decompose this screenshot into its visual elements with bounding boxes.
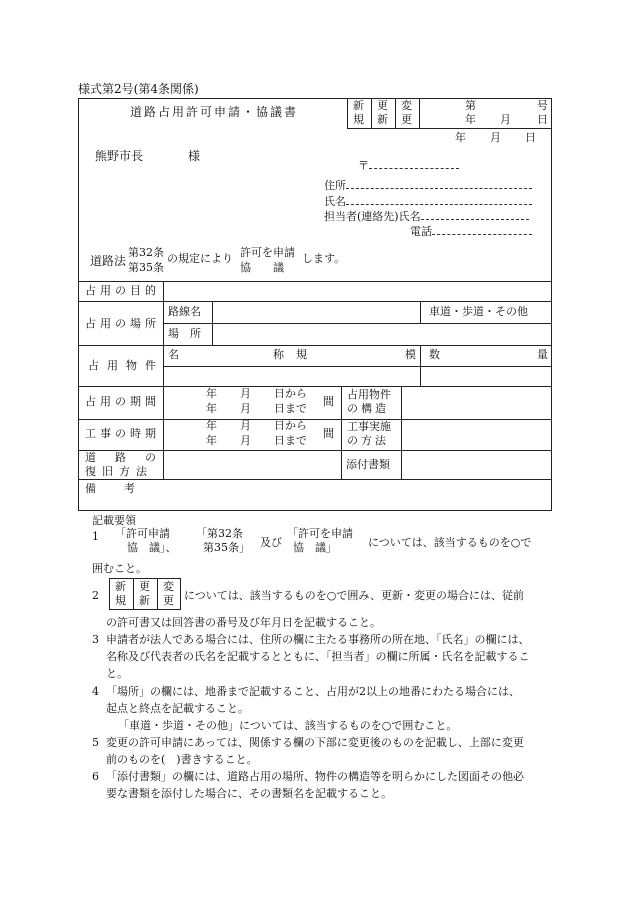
note-2-text: については、該当するものを○で囲み、更新・変更の場合には、従前 [184,589,525,602]
period-from-m: 月 [240,387,251,400]
period-to-m: 月 [240,402,251,415]
note-1-and: 及び [260,536,282,549]
label-period: 占用の期間 [85,395,160,408]
note-1-q1: 「許可申請 協 議」、 [115,527,177,554]
check-change[interactable]: 変 更 [401,99,412,126]
work-to-d: 日まで [274,434,307,447]
note-6-l1: 「添付書類」の欄には、道路占用の場所、物件の構造等を明らかにした図面その他必 [106,770,524,783]
label-restore: 道 路 の 復旧方法 [85,451,160,478]
label-objects: 占用物件 [88,359,164,372]
period-from-d: 日から [274,387,307,400]
honorific: 様 [188,149,201,163]
note-4-l2: 起点と終点を記載すること。 [106,702,249,715]
note-3-l3: と。 [106,667,128,680]
law-middle: の規定により [167,252,233,265]
note-1-cont: 囲むこと。 [92,562,147,575]
label-attachments: 添付書類 [346,458,390,471]
col-qty-b: 量 [537,348,548,361]
addressee: 熊野市長 [95,149,144,163]
label-place: 場 所 [168,327,201,340]
phone-field[interactable]: 電話 [410,226,532,239]
notes-heading: 記載要領 [92,514,136,527]
work-from-m: 月 [240,419,251,432]
law-prefix: 道路法 [90,254,127,268]
form-id: 様式第2号(第4条関係) [78,82,199,96]
period-from-y: 年 [206,387,217,400]
period-to-y: 年 [206,402,217,415]
submit-year: 年 [455,131,466,144]
check-update[interactable]: 更 新 [377,99,388,126]
col-qty-a: 数 [429,348,440,361]
law-suffix: します。 [302,252,346,265]
note-1-text: については、該当するものを○で [368,536,532,549]
note-5-l1: 変更の許可申請にあっては、関係する欄の下部に変更後のものを記載し、上部に変更 [106,736,524,749]
submit-month: 月 [490,131,501,144]
number-label: 第 [465,99,476,112]
note-2-new: 新 規 [115,580,126,607]
label-work-time: 工事の時期 [85,427,160,440]
col-size-a: 規 [296,348,307,361]
note-4-l1: 「場所」の欄には、地番まで記載すること、占用が2以上の地番にわたる場合には、 [106,685,520,698]
form-title: 道路占用許可申請・協議書 [130,105,299,119]
note-1-num: 1 [92,530,99,543]
note-5-num: 5 [92,736,99,749]
period-to-d: 日まで [274,402,307,415]
col-size-b: 模 [405,348,416,361]
law-options: 許可を申請 協 議 [240,246,295,274]
note-2-cont: の許可書又は回答書の番号及び年月日を記載すること。 [106,616,381,629]
work-interval: 間 [323,427,334,440]
note-2-update: 更 新 [139,580,150,607]
note-3-l2: 名称及び代表者の氏名を記載するとともに、「担当者」の欄に所属・氏名を記載するこ [106,650,530,663]
label-remarks: 備 考 [85,482,137,495]
col-name-b: 称 [273,348,284,361]
label-purpose: 占用の目的 [85,284,160,297]
label-location: 占用の場所 [85,317,160,330]
label-method: 工事実施 の方法 [347,420,391,447]
approval-day: 日 [537,113,548,126]
law-articles: 第32条 第35条 [128,246,164,274]
col-name-a: 名 [168,348,179,361]
note-4-l3: 「車道・歩道・その他」については、該当するものを○で囲むこと。 [118,719,458,732]
work-to-y: 年 [206,434,217,447]
contact-field[interactable]: 担当者(連絡先)氏名 [324,211,529,224]
postal-mark[interactable]: 〒 [358,160,459,173]
note-3-num: 3 [92,633,99,646]
submit-day: 日 [525,131,536,144]
approval-year: 年 [465,113,476,126]
note-6-l2: 要な書類を添付した場合に、その書類名を記載すること。 [106,787,392,800]
name-field[interactable]: 氏名 [324,196,532,209]
period-interval: 間 [323,395,334,408]
label-route: 路線名 [168,305,201,318]
work-from-y: 年 [206,419,217,432]
work-from-d: 日から [274,419,307,432]
note-4-num: 4 [92,685,99,698]
label-structure: 占用物件 の構造 [347,388,391,415]
work-to-m: 月 [240,434,251,447]
note-1-q3: 「許可を申請 協 議」 [287,527,353,554]
check-new[interactable]: 新 規 [353,99,364,126]
note-1-q2: 「第32条 第35条」 [196,527,250,554]
note-3-l1: 申請者が法人である場合には、住所の欄に主たる事務所の所在地、「氏名」の欄には、 [106,633,530,646]
address-field[interactable]: 住所 [324,180,532,193]
number-suffix: 号 [537,99,548,112]
road-type-options[interactable]: 車道・歩道・その他 [429,305,528,318]
note-2-change: 変 更 [163,580,174,607]
note-6-num: 6 [92,770,99,783]
approval-month: 月 [500,113,511,126]
note-2-num: 2 [92,589,99,602]
note-5-l2: 前のものを( )書きすること。 [106,753,258,766]
